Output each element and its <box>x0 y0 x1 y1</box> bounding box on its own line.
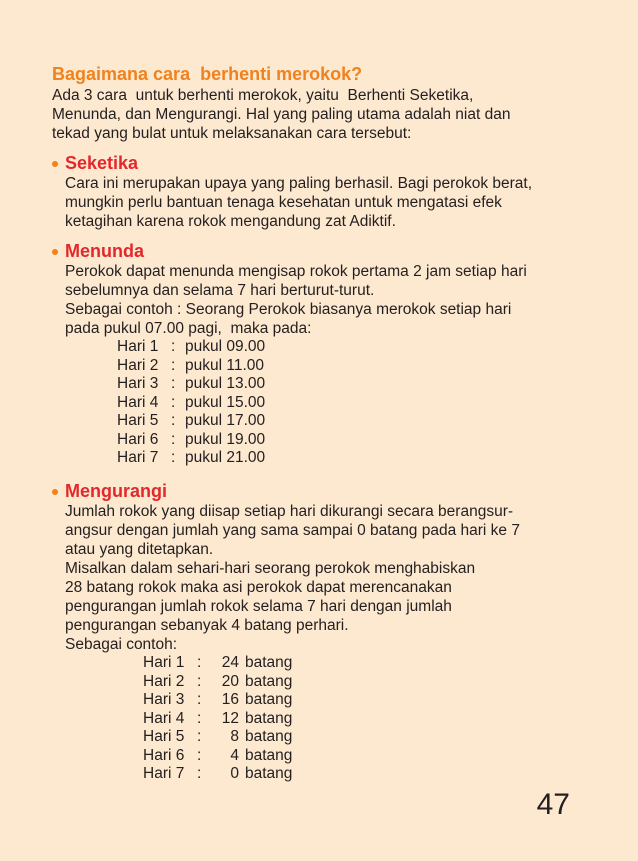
separator: : <box>197 746 202 764</box>
section-body <box>52 502 622 654</box>
section-heading <box>52 480 622 502</box>
bullet-icon <box>52 249 58 255</box>
separator: : <box>197 728 202 745</box>
heading-text: Mengurangi <box>65 480 167 501</box>
body-line: pada pukul 07.00 pagi, maka pada: <box>65 320 312 337</box>
section-body <box>52 262 622 338</box>
schedule-row <box>143 747 622 766</box>
time-value: pukul 17.00 <box>185 412 266 429</box>
count-value: 0 <box>230 765 239 782</box>
bullet-icon <box>52 489 58 495</box>
body-line: ketagihan karena rokok mengandung zat Adiktif. <box>65 213 396 230</box>
day-label: Hari 6 <box>117 430 159 448</box>
page-title: Bagaimana cara berhenti merokok? <box>52 64 363 84</box>
unit-label: batang <box>245 728 293 745</box>
body-line: Misalkan dalam sehari-hari seorang perokok menghabiskan <box>65 560 476 577</box>
time-value: pukul 21.00 <box>185 449 266 466</box>
schedule-row <box>117 431 622 450</box>
day-label: Hari 1 <box>143 654 185 671</box>
section-body <box>52 174 622 231</box>
body-line: pengurangan jumlah rokok selama 7 hari dengan jumlah <box>65 598 452 615</box>
unit-label: batang <box>245 654 293 671</box>
time-value: pukul 13.00 <box>185 375 266 392</box>
day-label: Hari 6 <box>143 746 185 764</box>
body-line: Sebagai contoh : Seorang Perokok biasanya merokok setiap hari <box>65 301 512 318</box>
count-value: 20 <box>221 672 239 690</box>
heading-text: Menunda <box>65 240 144 261</box>
time-value: pukul 15.00 <box>185 393 266 411</box>
body-line: Perokok dapat menunda mengisap rokok pertama 2 jam setiap hari <box>65 263 527 280</box>
count-value: 4 <box>230 746 239 764</box>
schedule-row <box>117 394 622 413</box>
section-seketika <box>52 152 622 231</box>
day-label: Hari 2 <box>143 672 185 690</box>
separator: : <box>171 393 176 411</box>
schedule-row <box>117 357 622 376</box>
intro-paragraph <box>52 86 612 143</box>
section-heading <box>52 152 622 174</box>
day-label: Hari 2 <box>117 356 159 374</box>
schedule-row <box>117 449 622 468</box>
intro-line: Menunda, dan Mengurangi. Hal yang paling utama adalah niat dan <box>52 106 511 123</box>
separator: : <box>171 356 176 374</box>
schedule-row <box>143 673 622 692</box>
day-label: Hari 7 <box>117 449 159 466</box>
body-line: mungkin perlu bantuan tenaga kesehatan untuk mengatasi efek <box>65 194 502 211</box>
separator: : <box>197 709 202 727</box>
time-value: pukul 19.00 <box>185 430 266 448</box>
unit-label: batang <box>245 709 293 727</box>
unit-label: batang <box>245 746 293 764</box>
separator: : <box>171 430 176 448</box>
schedule-list <box>52 338 622 468</box>
schedule-row <box>117 375 622 394</box>
day-label: Hari 1 <box>117 338 159 355</box>
day-label: Hari 3 <box>117 375 159 392</box>
count-value: 12 <box>221 709 239 727</box>
day-label: Hari 4 <box>143 709 185 727</box>
section-heading <box>52 240 622 262</box>
body-line: sebelumnya dan selama 7 hari berturut-turut. <box>65 282 375 299</box>
schedule-row <box>143 654 622 673</box>
separator: : <box>197 672 202 690</box>
heading-text: Seketika <box>65 152 139 173</box>
separator: : <box>197 765 202 782</box>
intro-line: tekad yang bulat untuk melaksanakan cara tersebut: <box>52 125 412 142</box>
body-line: 28 batang rokok maka asi perokok dapat merencanakan <box>65 579 452 596</box>
body-line: pengurangan sebanyak 4 batang perhari. <box>65 617 349 634</box>
body-line: atau yang ditetapkan. <box>65 541 214 558</box>
intro-line: Ada 3 cara untuk berhenti merokok, yaitu Berhenti Seketika, <box>52 87 474 104</box>
separator: : <box>171 338 176 355</box>
body-line: angsur dengan jumlah yang sama sampai 0 batang pada hari ke 7 <box>65 522 520 539</box>
time-value: pukul 11.00 <box>185 356 264 374</box>
day-label: Hari 3 <box>143 691 185 708</box>
separator: : <box>197 691 202 708</box>
body-line: Jumlah rokok yang diisap setiap hari dikurangi secara berangsur- <box>65 503 514 520</box>
schedule-row <box>143 710 622 729</box>
day-label: Hari 5 <box>143 728 185 745</box>
count-value: 8 <box>230 728 239 745</box>
schedule-list <box>52 654 622 784</box>
schedule-row <box>143 728 622 747</box>
separator: : <box>171 449 176 466</box>
schedule-row <box>117 338 622 357</box>
day-label: Hari 5 <box>117 412 159 429</box>
bullet-icon <box>52 161 58 167</box>
count-value: 16 <box>221 691 239 708</box>
section-menunda <box>52 240 622 468</box>
day-label: Hari 7 <box>143 765 185 782</box>
schedule-row <box>143 765 622 784</box>
time-value: pukul 09.00 <box>185 338 266 355</box>
separator: : <box>171 375 176 392</box>
schedule-row <box>117 412 622 431</box>
page-number: 47 <box>536 788 570 821</box>
unit-label: batang <box>245 765 293 782</box>
section-mengurangi <box>52 480 622 784</box>
body-line: Cara ini merupakan upaya yang paling berhasil. Bagi perokok berat, <box>65 175 533 192</box>
separator: : <box>197 654 202 671</box>
unit-label: batang <box>245 691 293 708</box>
body-line: Sebagai contoh: <box>65 636 178 653</box>
schedule-row <box>143 691 622 710</box>
count-value: 24 <box>221 654 239 671</box>
unit-label: batang <box>245 672 293 690</box>
separator: : <box>171 412 176 429</box>
day-label: Hari 4 <box>117 393 159 411</box>
